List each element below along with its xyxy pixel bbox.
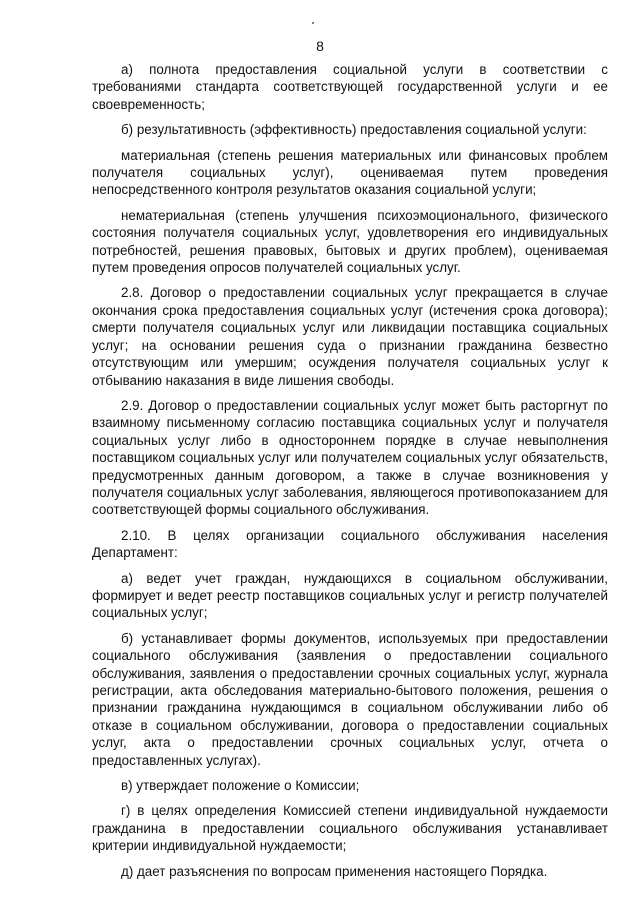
document-body	[92, 61, 608, 888]
paragraph-2-10-d: д) дает разъяснения по вопросам применения настоящего Порядка.	[121, 863, 548, 879]
paragraph-2-8: 2.8. Договор о предоставлении социальных услуг прекращается в случае окончания срока предоставления социальных услуг (истечения срока договора); смерти получателя социальных услуг или ликвидации поставщика социальных услуг; на основании решения суда о признании гражданина безвестно отсутствующим или умершим; осуждения получателя социальных услуг к отбыванию наказания в виде лишения свободы.	[92, 285, 608, 388]
paragraph-2-10-g: г) в целях определения Комиссией степени индивидуальной нуждаемости гражданина в предоставлении социального обслуживания устанавливает критерии индивидуальной нуждаемости;	[92, 803, 608, 854]
paragraph-non-material: нематериальная (степень улучшения психоэмоционального, физического состояния получателя социальных услуг, удовлетворения его индивидуальных потребностей, решения правовых, бытовых и других проблем), оцениваемая путем проведения опросов получателей социальных услуг.	[92, 207, 608, 276]
paragraph-2-9: 2.9. Договор о предоставлении социальных услуг может быть расторгнут по взаимному письменному согласию поставщика социальных услуг и получателя социальных услуг либо в одностороннем порядке в случае невыполнения поставщиком социальных услуг или получателем социальных услуг обязательств, предусмотренных данным договором, а также в случае возникновения у получателя социальных услуг заболевания, являющегося противопоказанием для соответствующей формы социального обслуживания.	[92, 397, 608, 518]
paragraph-material: материальная (степень решения материальных или финансовых проблем получателя социальных услуг), оцениваемая путем проведения непосредственного контроля результатов оказания социальной услуги;	[92, 147, 608, 198]
page-number: 8	[316, 38, 324, 54]
paragraph-2-10-b: б) устанавливает формы документов, используемых при предоставлении социального обслуживания (заявления о предоставлении социального обслуживания, заявления о предоставлении срочных социальных услуг, журнала регистрации, акта обследования материально-бытового положения, решения о признании гражданина нуждающимся в социальном обслуживании либо об отказе в социальном обслуживании, договора о предоставлении социальных услуг, акта о предоставлении срочных социальных услуг, отчета о предоставленных услугах).	[92, 630, 608, 768]
paragraph-2-10-a: а) ведет учет граждан, нуждающихся в социальном обслуживании, формирует и ведет реестр поставщиков социальных услуг и регистр получателей социальных услуг;	[92, 570, 608, 621]
paragraph-b-effectiveness: б) результативность (эффективность) предоставления социальной услуги:	[121, 122, 587, 138]
paragraph-a-completeness: а) полнота предоставления социальной услуги в соответствии с требованиями стандарта соответствующей государственной услуги и ее своевременность;	[92, 62, 608, 112]
paragraph-2-10-v: в) утверждает положение о Комиссии;	[121, 778, 360, 794]
scan-dot	[312, 22, 314, 24]
paragraph-2-10: 2.10. В целях организации социального обслуживания населения Департамент:	[92, 527, 608, 561]
